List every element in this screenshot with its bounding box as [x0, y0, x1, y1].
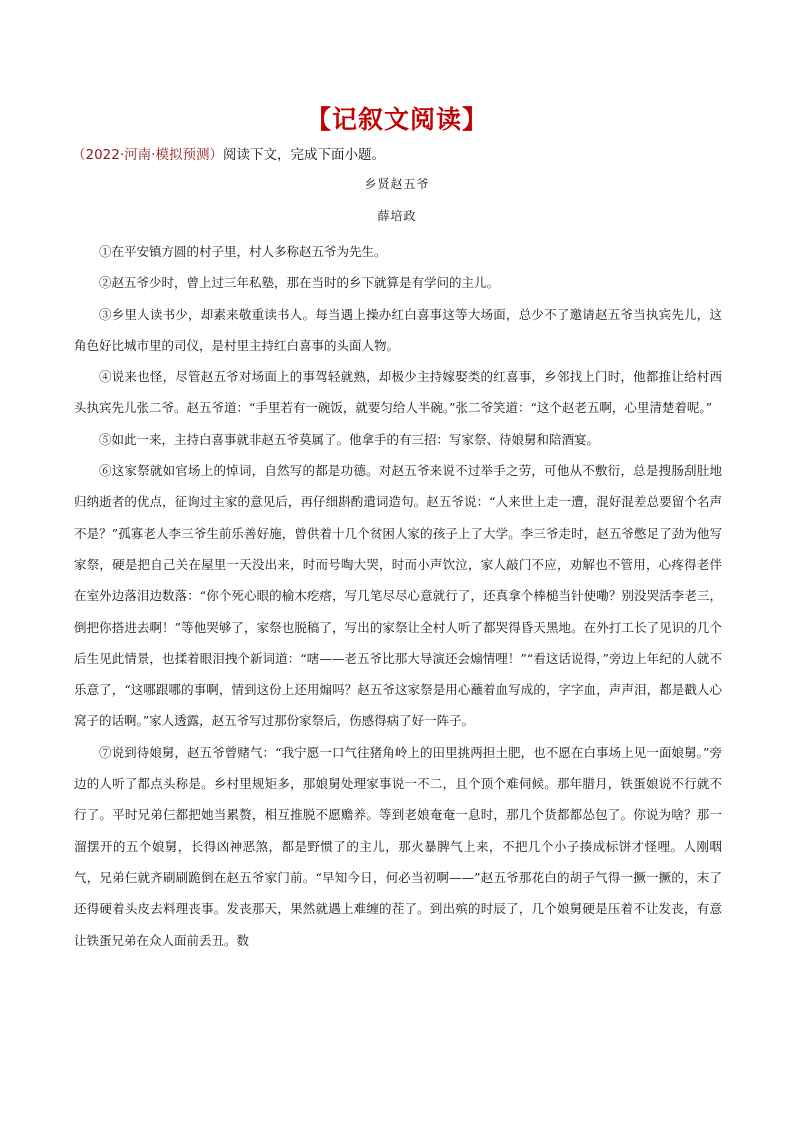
paragraph-7: ⑦说到待娘舅，赵五爷曾赌气：“我宁愿一口气往猪角岭上的田里挑两担土肥，也不愿在白事场上见一面娘舅。”旁边的人听了都点头称是。乡村里规矩多，那娘舅处理家事说一不二，且个顶个难伺候。那年腊月，铁蛋娘说不行就不行了。平时兄弟仨都把她当累赘，相互推脱不愿赡养。等到老娘奄奄一息时，那几个货都都怂包了。你说为啥？那一溜摆开的五个娘舅，长得凶神恶煞，都是野惯了的主儿，那火暴脾气上来，不把几个小子揍成标饼才怪哩。人刚咽气，兄弟仨就齐刷刷跪倒在赵五爷家门前。“早知今日，何必当初啊——”赵五爷那花白的胡子气得一撅一撅的，末了还得硬着头皮去料理丧事。发丧那天，果然就遇上难缠的茬了。到出殡的时辰了，几个娘舅硬是压着不让发丧，有意让铁蛋兄弟在众人面前丢丑。数	[74, 744, 722, 948]
question-source: （2022·河南·模拟预测）	[72, 147, 223, 163]
section-title: 【记叙文阅读】	[305, 105, 488, 134]
paragraph-4: ④说来也怪，尽管赵五爷对场面上的事驾轻就熟，却极少主持嫁娶类的红喜事，乡邻找上门时，他都推让给村西头执宾先儿张二爷。赵五爷道：“手里若有一碗饭，就要匀给人半碗。”张二爷笑道：“这个赵老五啊，心里清楚着呢。”	[74, 369, 722, 416]
article-title: 乡贤赵五爷	[364, 177, 430, 191]
question-instruction: 阅读下文，完成下面小题。	[222, 147, 385, 163]
article-author: 薛培政	[377, 209, 417, 223]
paragraph-3: ③乡里人读书少，却素来敬重读书人。每当遇上操办红白喜事这等大场面，总少不了邀请赵五爷当执宾先儿，这角色好比城市里的司仪，是村里主持红白喜事的头面人物。	[74, 306, 722, 353]
question-intro	[72, 146, 732, 164]
paragraph-1: ①在平安镇方圆的村子里，村人多称赵五爷为先生。	[99, 244, 387, 259]
paragraph-2: ②赵五爷少时，曾上过三年私塾，那在当时的乡下就算是有学问的主儿。	[99, 275, 500, 291]
article-body	[74, 236, 722, 956]
paragraph-5: ⑤如此一来，主持白喜事就非赵五爷莫属了。他拿手的有三招：写家祭、待娘舅和陪酒宴。	[99, 431, 600, 447]
paragraph-6: ⑥这家祭就如官场上的悼词，自然写的都是功德。对赵五爷来说不过举手之劳，可他从不敷衍，总是搜肠刮肚地归纳逝者的优点，征询过主家的意见后，再仔细斟酌遣词造句。赵五爷说：“人来世上走一遭，混好混差总要留个名声不是？”孤寡老人李三爷生前乐善好施，曾供着十几个贫困人家的孩子上了大学。李三爷走时，赵五爷憋足了劲为他写家祭，硬是把自己关在屋里一天没出来，时而号啕大哭，时而小声饮泣，家人敲门不应，劝解也不管用，心疼得老伴在室外边落泪边数落：“你个死心眼的榆木疙瘩，写几笔尽尽心意就行了，还真拿个棒槌当针使嘞？别没哭活李老三，倒把你搭进去啊！”等他哭够了，家祭也脱稿了，写出的家祭让全村人听了都哭得昏天黑地。在外打工长了见识的几个后生见此情景，也揉着眼泪拽个新词道：“嗐——老五爷比那大导演还会煽情哩！”“看这话说得，”旁边上年纪的人就不乐意了，“这哪跟哪的事啊，情到这份上还用煽吗？赵五爷这家祭是用心蘸着血写成的，字字血，声声泪，都是戳人心窝子的话啊。”家人透露，赵五爷写过那份家祭后，伤感得病了好一阵子。	[74, 463, 722, 729]
